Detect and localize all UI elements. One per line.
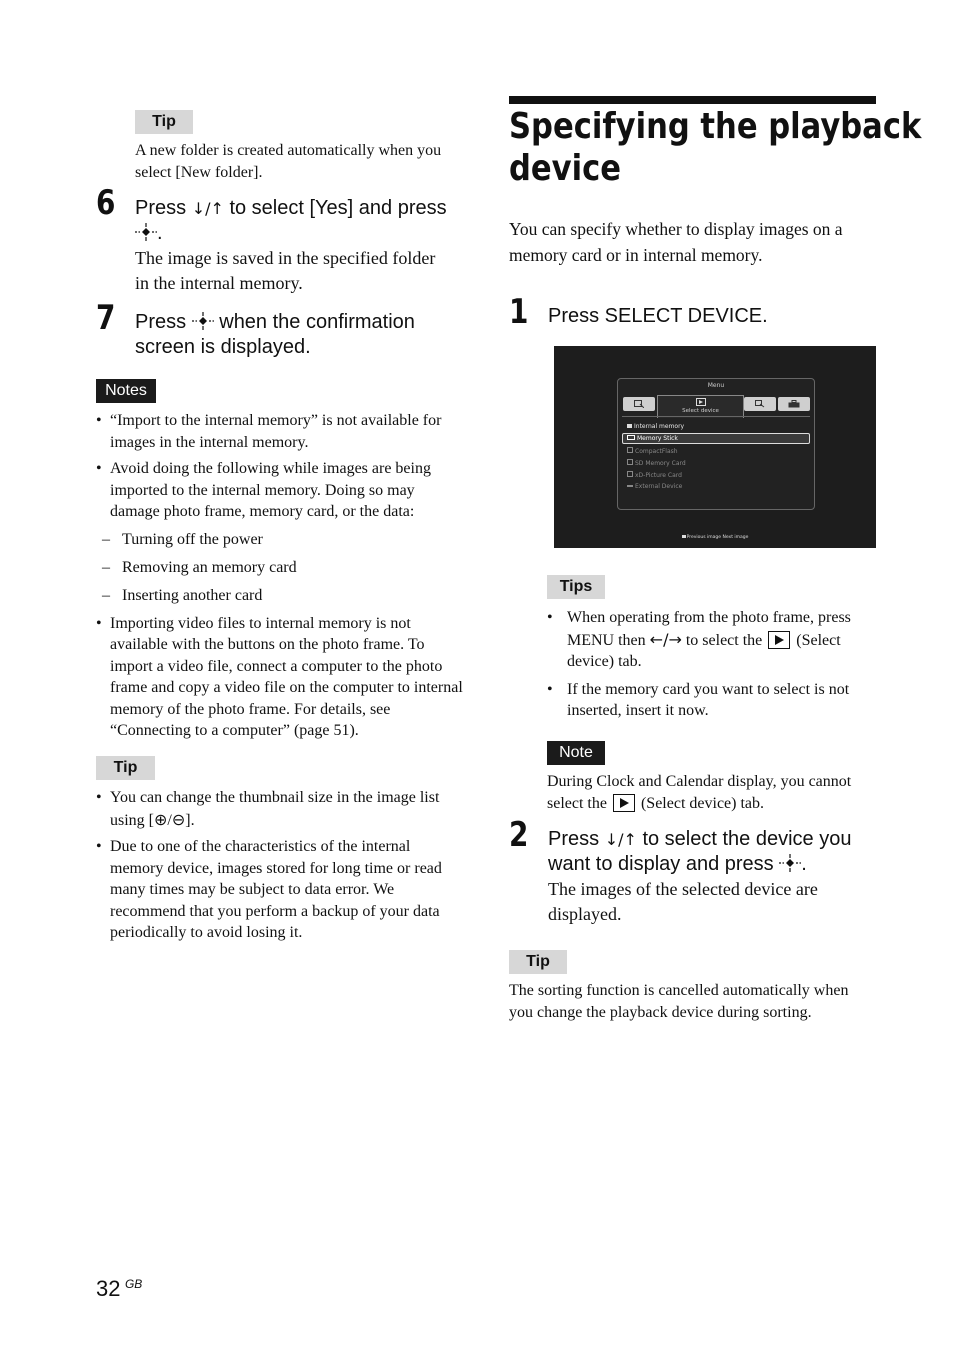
tips-list [547, 607, 857, 727]
step-text: . [157, 222, 163, 244]
intro-text [509, 216, 879, 268]
menu-title: Menu [707, 382, 725, 389]
tips-badge: Tips [547, 575, 605, 599]
page-number-suffix: GB [124, 1277, 143, 1291]
xd-card-icon [627, 471, 633, 477]
divider [622, 416, 810, 417]
down-up-arrow-icon: ↓/↑ [604, 830, 637, 849]
tips-text: When operating from the photo frame, press MENU then [567, 609, 851, 649]
list-item: – Turning off the power [96, 529, 466, 551]
list-item: • Due to one of the characteristics of the internal memory device, images stored for long time or read many times may be subject to data error. We recommend that you perform a backup of your data periodically to avoid losing it. [96, 836, 466, 944]
tip-list [96, 787, 466, 949]
list-item: • Avoid doing the following while images are being imported to the internal memory. Doing so may damage photo frame, memory card, or the data: [96, 458, 466, 523]
slideshow-icon [634, 400, 644, 408]
rotate-icon [755, 400, 765, 408]
device-label: Memory Stick [637, 435, 678, 442]
note-badge: Note [547, 741, 605, 765]
play-tab-icon [613, 794, 635, 812]
tab-select-device[interactable] [657, 395, 744, 418]
zoom-out-icon: ⊖ [171, 809, 186, 829]
tip-badge: Tip [135, 110, 193, 134]
tab-edit[interactable] [744, 397, 776, 411]
list-item [96, 787, 466, 831]
page-title-line: Specifying the playback [509, 106, 922, 147]
step-desc-line: The image is saved in the specified folder [135, 248, 436, 268]
enter-button-icon [779, 854, 801, 872]
device-label: External Device [635, 483, 683, 490]
list-item: • Importing video files to internal memory is not available with the buttons on the photo frame. To import a video file, connect a computer to the photo frame and copy a video file on the computer to internal memory of the photo frame. For details, see “Connecting to a computer” (page 51). [96, 613, 466, 742]
step-text: . [801, 853, 807, 875]
title-rule [509, 96, 876, 104]
zoom-in-icon: ⊕ [154, 809, 168, 829]
step-7-heading [135, 310, 475, 360]
left-right-arrow-icon: ←/→ [649, 629, 682, 649]
device-item-compactflash[interactable] [627, 447, 678, 455]
memory-icon [627, 424, 632, 428]
note-line [547, 793, 887, 815]
list-item: – Inserting another card [96, 585, 466, 607]
step-6-description [135, 246, 475, 296]
tip-text: You can change the thumbnail size in the image list using [ [110, 789, 440, 829]
tip-text-line: select [New folder]. [135, 164, 263, 181]
screen-footer [554, 535, 876, 540]
note-text-part: (Select device) tab. [636, 794, 765, 812]
step-text: Press [135, 197, 192, 219]
page-number [96, 1276, 142, 1302]
enter-button-icon [192, 312, 214, 330]
note-line: During Clock and Calendar display, you cannot [547, 773, 852, 790]
menu-panel [617, 378, 815, 510]
device-screen [554, 346, 876, 548]
step-text: when the confirmation [213, 311, 415, 333]
device-item-internal-memory[interactable] [627, 423, 684, 430]
step-number-6: 6 [96, 183, 116, 223]
device-label: SD Memory Card [635, 460, 686, 467]
screen-footer-text: Previous image Next image [686, 535, 749, 540]
step-text: to select [Yes] and press [223, 197, 447, 219]
tab-label: Select device [682, 408, 719, 414]
step-1-heading: Press SELECT DEVICE. [548, 305, 768, 327]
page-title [509, 106, 921, 190]
note-text-part: select the [547, 794, 611, 812]
device-label: CompactFlash [635, 448, 678, 455]
down-up-arrow-icon: ↓/↑ [191, 199, 224, 218]
play-icon [696, 398, 706, 406]
play-tab-icon [768, 631, 790, 649]
step-desc-line: displayed. [548, 904, 622, 924]
toolbox-icon [788, 400, 800, 408]
step-text: to select the device you [636, 828, 852, 850]
note-text [547, 771, 887, 814]
step-text: screen is displayed. [135, 336, 311, 358]
tab-settings[interactable] [778, 397, 810, 411]
tip-badge: Tip [509, 950, 567, 974]
step-6-heading [135, 196, 475, 246]
step-number-7: 7 [96, 298, 116, 338]
usb-icon [627, 485, 633, 487]
notes-badge: Notes [96, 379, 156, 403]
button-icon [682, 535, 686, 538]
tip-text-line: A new folder is created automatically when you [135, 142, 442, 159]
cf-card-icon [627, 447, 633, 453]
memory-stick-icon [627, 435, 635, 440]
tip-text [509, 980, 889, 1024]
step-2-heading [548, 827, 888, 877]
device-label: xD-Picture Card [635, 472, 682, 479]
tip-badge: Tip [96, 756, 155, 780]
sd-card-icon [627, 459, 633, 465]
step-desc-line: The images of the selected device are [548, 879, 818, 899]
step-text: want to display and press [548, 853, 780, 875]
device-item-xd-card[interactable] [627, 471, 682, 479]
tip-text-line: you change the playback device during sorting. [509, 1004, 812, 1021]
step-number-2: 2 [509, 815, 529, 855]
tip-text-line: The sorting function is cancelled automatically when [509, 982, 849, 999]
tips-text: to select the [681, 631, 767, 649]
step-text: Press [548, 828, 605, 850]
step-2-description [548, 877, 888, 927]
device-item-selected[interactable] [622, 433, 810, 444]
tab-slideshow[interactable] [623, 397, 655, 411]
tip-text: ]. [185, 811, 195, 829]
intro-line: You can specify whether to display images on a [509, 219, 843, 239]
notes-list [96, 410, 466, 747]
page-title-line: device [509, 148, 621, 189]
device-item-external[interactable] [627, 483, 682, 490]
list-item: • “Import to the internal memory” is not available for images in the internal memory. [96, 410, 466, 453]
device-item-memory-stick [627, 435, 678, 442]
step-text: Press [135, 311, 192, 333]
device-label: Internal memory [634, 423, 685, 430]
tip-text [135, 140, 475, 184]
enter-button-icon [135, 223, 157, 241]
tips-text: (Select device) tab. [567, 631, 841, 670]
step-number-1: 1 [509, 292, 529, 332]
list-item: • If the memory card you want to select is not inserted, insert it now. [547, 679, 857, 722]
list-item: – Removing an memory card [96, 557, 466, 579]
intro-line: memory card or in internal memory. [509, 245, 763, 265]
separator: / [167, 811, 172, 829]
page-number-value: 32 [96, 1276, 121, 1301]
device-item-sd-card[interactable] [627, 459, 686, 467]
step-desc-line: in the internal memory. [135, 273, 303, 293]
list-item [547, 607, 857, 673]
